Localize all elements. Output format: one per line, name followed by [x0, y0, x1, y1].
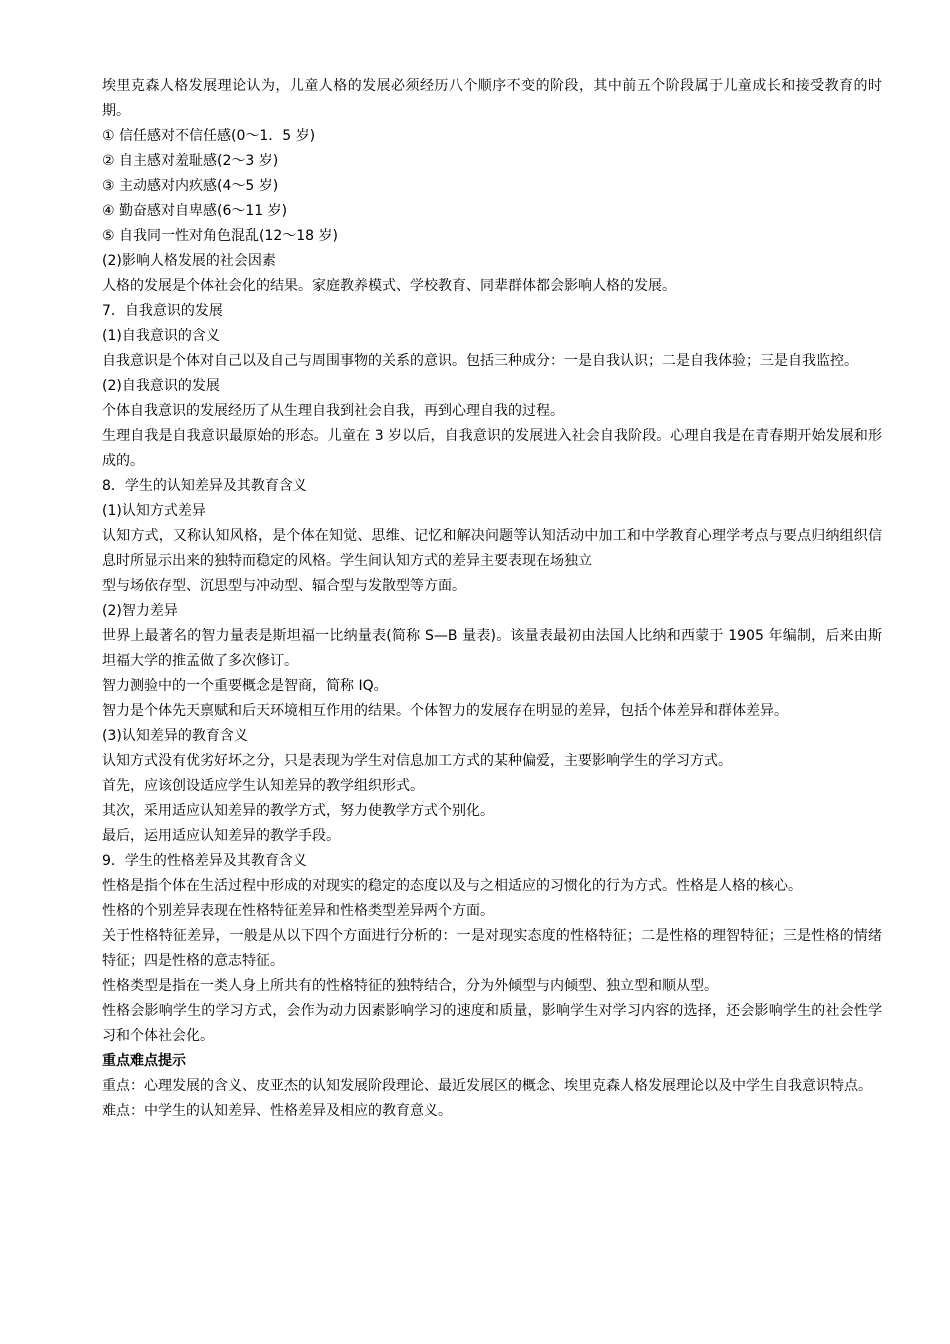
- paragraph-iq: 智力测验中的一个重要概念是智商，简称 IQ。: [102, 678, 388, 694]
- section-heading-9: 9．学生的性格差异及其教育含义: [102, 853, 307, 869]
- paragraph-socialization: 人格的发展是个体社会化的结果。家庭教养模式、学校教育、同辈群体都会影响人格的发展。: [102, 278, 676, 294]
- paragraph-physiological-self: 生理自我是自我意识最原始的形态。儿童在 3 岁以后，自我意识的发展进入社会自我阶段。心理自我是在青春期开始发展和形成的。: [102, 428, 882, 469]
- paragraph-first: 首先，应该创设适应学生认知差异的教学组织形式。: [102, 778, 424, 794]
- list-item-stage-5: ⑤ 自我同一性对角色混乱(12～18 岁): [102, 228, 339, 244]
- list-item-stage-2: ② 自主感对羞耻感(2～3 岁): [102, 153, 279, 169]
- paragraph-stanford-binet: 世界上最著名的智力量表是斯坦福一比纳量表(简称 S—B 量表)。该量表最初由法国人比纳和西蒙于 1905 年编制，后来由斯坦福大学的推孟做了多次修订。: [102, 628, 882, 669]
- paragraph-character-influence: 性格会影响学生的学习方式，会作为动力因素影响学习的速度和质量，影响学生对学习内容的选择，还会影响学生的社会性学习和个体社会化。: [102, 1003, 882, 1044]
- paragraph-self-development-process: 个体自我意识的发展经历了从生理自我到社会自我，再到心理自我的过程。: [102, 403, 564, 419]
- subheading-self-awareness-meaning: (1)自我意识的含义: [102, 328, 220, 344]
- paragraph-cognitive-no-superiority: 认知方式没有优劣好坏之分，只是表现为学生对信息加工方式的某种偏爱，主要影响学生的学习方式。: [102, 753, 732, 769]
- paragraph-character-types: 性格类型是指在一类人身上所共有的性格特征的独特结合，分为外倾型与内倾型、独立型和顺从型。: [102, 978, 718, 994]
- paragraph-character-definition: 性格是指个体在生活过程中形成的对现实的稳定的态度以及与之相适应的习惯化的行为方式。性格是人格的核心。: [102, 878, 802, 894]
- section-heading-7: 7．自我意识的发展: [102, 303, 223, 319]
- paragraph-character-differences: 性格的个别差异表现在性格特征差异和性格类型差异两个方面。: [102, 903, 494, 919]
- list-item-stage-4: ④ 勤奋感对自卑感(6～11 岁): [102, 203, 288, 219]
- paragraph-last: 最后，运用适应认知差异的教学手段。: [102, 828, 340, 844]
- paragraph-cognitive-style-types: 型与场依存型、沉思型与冲动型、辐合型与发散型等方面。: [102, 578, 466, 594]
- subheading-social-factors: (2)影响人格发展的社会因素: [102, 253, 276, 269]
- paragraph-difficult-points: 难点：中学生的认知差异、性格差异及相应的教育意义。: [102, 1103, 452, 1119]
- section-heading-8: 8．学生的认知差异及其教育含义: [102, 478, 307, 494]
- subheading-intelligence-difference: (2)智力差异: [102, 603, 178, 619]
- list-item-stage-3: ③ 主动感对内疚感(4～5 岁): [102, 178, 279, 194]
- paragraph-character-traits: 关于性格特征差异，一般是从以下四个方面进行分析的：一是对现实态度的性格特征；二是性格的理智特征；三是性格的情绪特征；四是性格的意志特征。: [102, 928, 882, 969]
- subheading-self-awareness-development: (2)自我意识的发展: [102, 378, 220, 394]
- paragraph-erikson-intro: 埃里克森人格发展理论认为，儿童人格的发展必须经历八个顺序不变的阶段，其中前五个阶段属于儿童成长和接受教育的时期。: [102, 78, 882, 119]
- paragraph-cognitive-style-definition: 认知方式，又称认知风格，是个体在知觉、思维、记忆和解决问题等认知活动中加工和中学教育心理学考点与要点归纳组织信息时所显示出来的独特而稳定的风格。学生间认知方式的差异主要表现在场独立: [102, 528, 882, 569]
- paragraph-key-points: 重点：心理发展的含义、皮亚杰的认知发展阶段理论、最近发展区的概念、埃里克森人格发展理论以及中学生自我意识特点。: [102, 1078, 872, 1094]
- document-page: [102, 74, 882, 1124]
- subheading-cognitive-education: (3)认知差异的教育含义: [102, 728, 248, 744]
- paragraph-second: 其次，采用适应认知差异的教学方式，努力使教学方式个别化。: [102, 803, 494, 819]
- list-item-stage-1: ① 信任感对不信任感(0～1．5 岁): [102, 128, 316, 144]
- heading-key-points: 重点难点提示: [102, 1053, 186, 1069]
- paragraph-self-awareness-definition: 自我意识是个体对自己以及自己与周围事物的关系的意识。包括三种成分：一是自我认识；二是自我体验；三是自我监控。: [102, 353, 858, 369]
- paragraph-intelligence-origin: 智力是个体先天禀赋和后天环境相互作用的结果。个体智力的发展存在明显的差异，包括个体差异和群体差异。: [102, 703, 788, 719]
- subheading-cognitive-style: (1)认知方式差异: [102, 503, 206, 519]
